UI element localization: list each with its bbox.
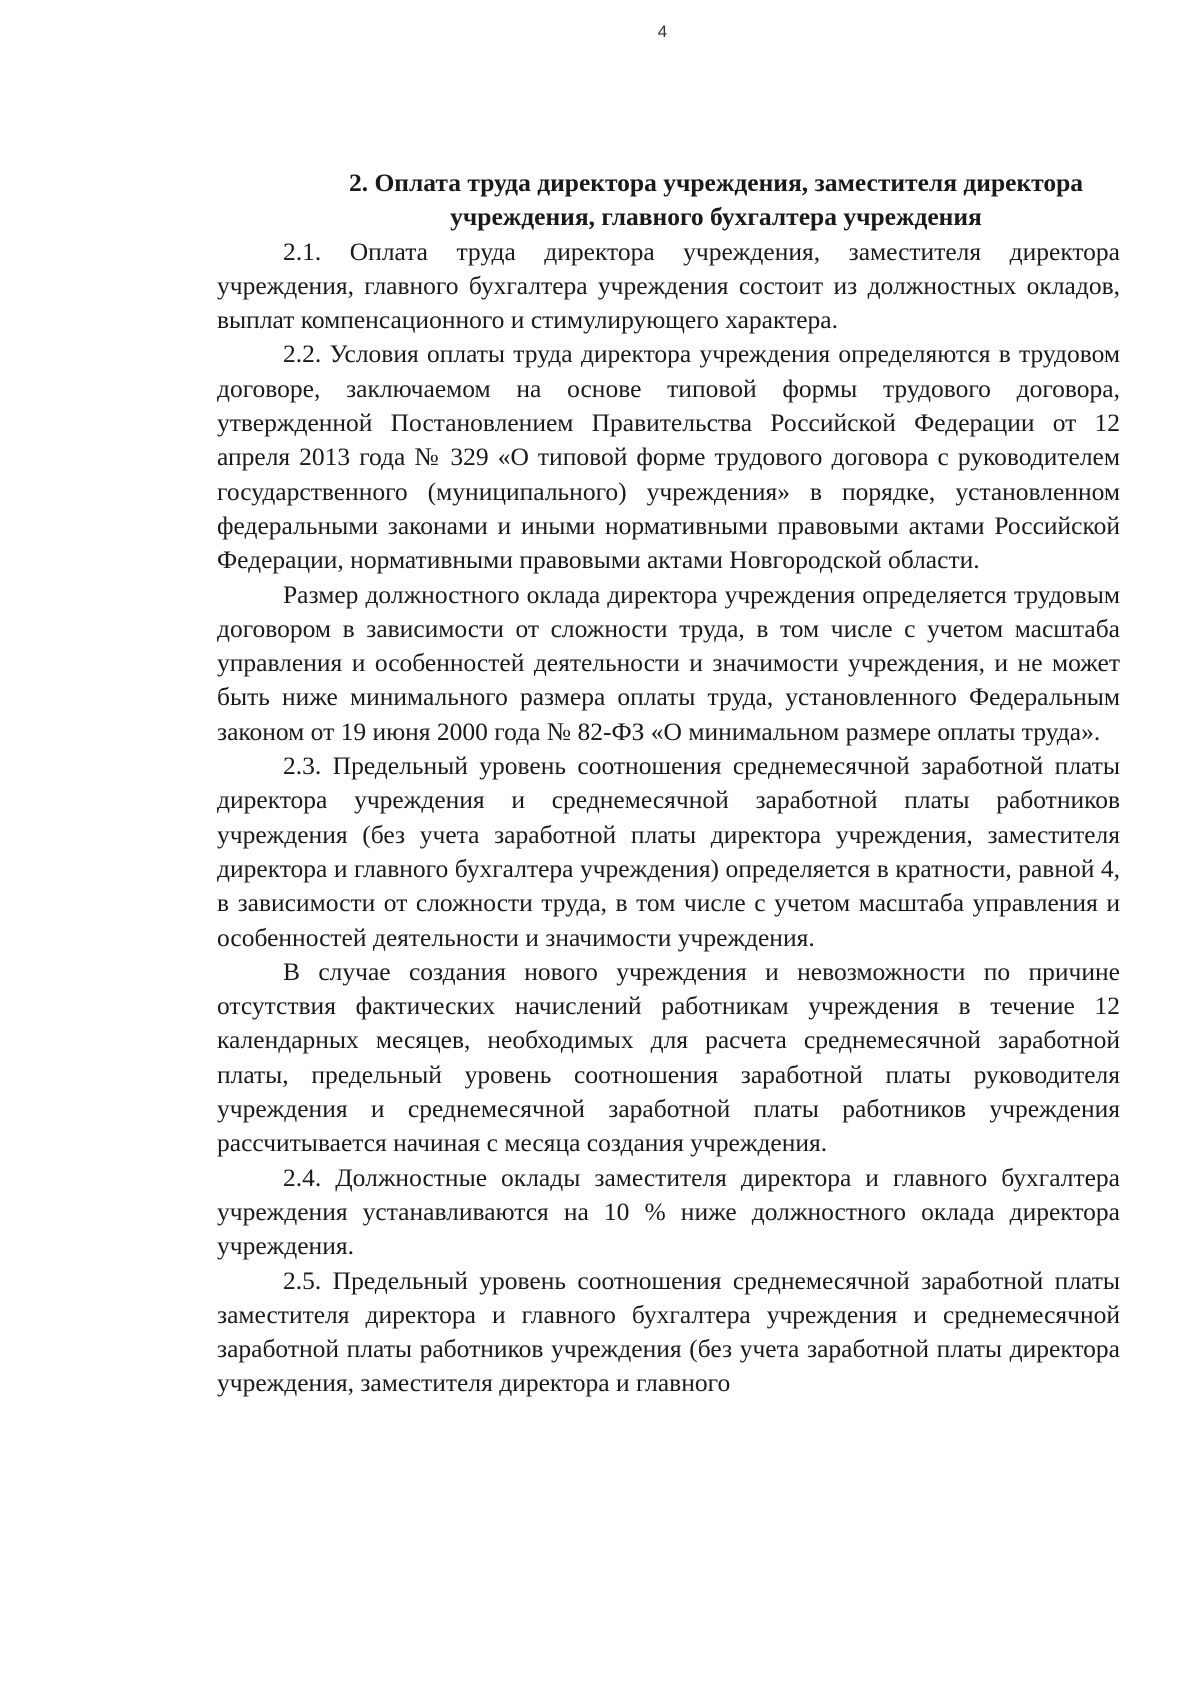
section-title: 2. Оплата труда директора учреждения, заместителя директора учреждения, главного бухгалтера учреждения <box>348 168 1084 232</box>
page-number: 4 <box>657 22 668 41</box>
paragraph-2-4: 2.4. Должностные оклады заместителя директора и главного бухгалтера учреждения устанавливаются на 10 % ниже должностного оклада директора учреждения. <box>217 1162 1120 1261</box>
paragraph-salary-size: Размер должностного оклада директора учреждения определяется трудовым договором в зависимости от сложности труда, в том числе с учетом масштаба управления и особенностей деятельности и значимости учреждения, и не может быть ниже минимального размера оплаты труда, установленного Федеральным законом от 19 июня 2000 года № 82-ФЗ «О минимальном размере оплаты труда». <box>217 579 1120 746</box>
paragraph-new-institution: В случае создания нового учреждения и невозможности по причине отсутствия фактических начислений работникам учреждения в течение 12 календарных месяцев, необходимых для расчета среднемесячной заработной платы, предельный уровень соотношения заработной платы руководителя учреждения и среднемесячной заработной платы работников учреждения рассчитывается начиная с месяца создания учреждения. <box>217 956 1120 1158</box>
paragraph-2-5: 2.5. Предельный уровень соотношения среднемесячной заработной платы заместителя директора и главного бухгалтера учреждения и среднемесячной заработной платы работников учреждения (без учета заработной платы директора учреждения, заместителя директора и главного <box>217 1265 1120 1398</box>
document-body <box>217 166 1120 1401</box>
paragraph-2-1: 2.1. Оплата труда директора учреждения, заместителя директора учреждения, главного бухгалтера учреждения состоит из должностных окладов, выплат компенсационного и стимулирующего характера. <box>217 236 1120 335</box>
paragraph-2-3: 2.3. Предельный уровень соотношения среднемесячной заработной платы директора учреждения и среднемесячной заработной платы работников учреждения (без учета заработной платы директора учреждения, заместителя директора и главного бухгалтера учреждения) определяется в кратности, равной 4, в зависимости от сложности труда, в том числе с учетом масштаба управления и особенностей деятельности и значимости учреждения. <box>217 751 1120 952</box>
paragraph-2-2: 2.2. Условия оплаты труда директора учреждения определяются в трудовом договоре, заключаемом на основе типовой формы трудового договора, утвержденной Постановлением Правительства Российской Федерации от 12 апреля 2013 года № 329 «О типовой форме трудового договора с руководителем государственного (муниципального) учреждения» в порядке, установленном федеральными законами и иными нормативными правовыми актами Российской Федерации, нормативными правовыми актами Новгородской области. <box>217 339 1120 575</box>
